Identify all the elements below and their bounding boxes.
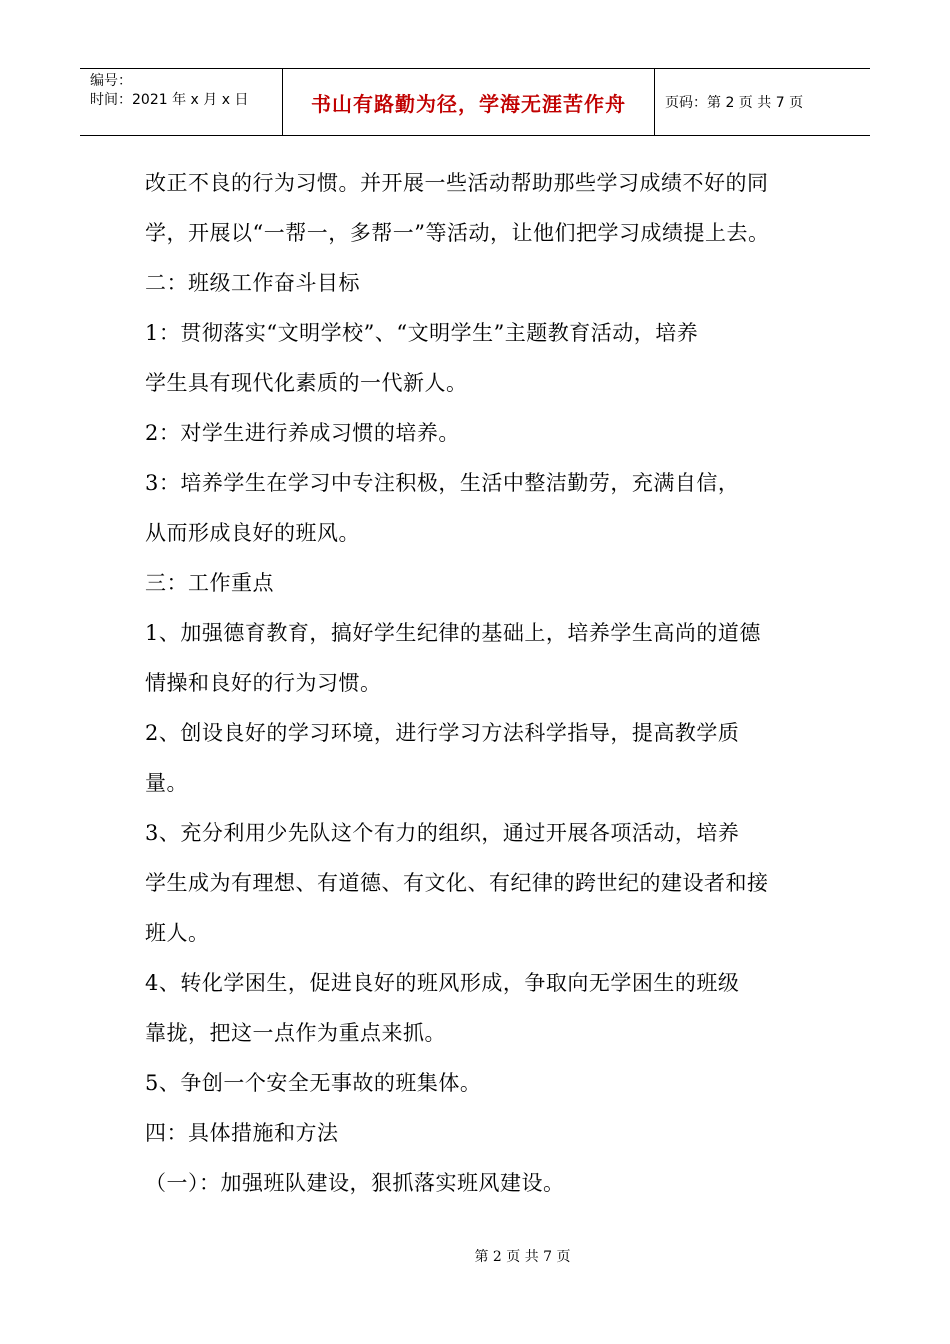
- body-line: 从而形成良好的班风。: [145, 521, 360, 545]
- body-line: 靠拢，把这一点作为重点来抓。: [145, 1021, 446, 1045]
- body-line: 3、充分利用少先队这个有力的组织，通过开展各项活动，培养: [145, 821, 740, 845]
- body-line: 1、加强德育教育，搞好学生纪律的基础上，培养学生高尚的道德: [145, 621, 761, 645]
- body-line: 学生具有现代化素质的一代新人。: [145, 371, 468, 395]
- body-line: 量。: [145, 771, 188, 795]
- body-line: 3：培养学生在学习中专注积极，生活中整洁勤劳，充满自信，: [145, 471, 740, 495]
- body-line: （一）：加强班队建设，狠抓落实班风建设。: [145, 1171, 565, 1195]
- header-page-code: 页码：第 2 页 共 7 页: [665, 95, 804, 111]
- body-line: 情操和良好的行为习惯。: [145, 671, 382, 695]
- document-number-label: 编号：: [90, 73, 132, 89]
- body-line: 学生成为有理想、有道德、有文化、有纪律的跨世纪的建设者和接: [145, 871, 769, 895]
- page-footer: [0, 1246, 950, 1266]
- section-heading: 四：具体措施和方法: [145, 1121, 339, 1145]
- header-motto: 书山有路勤为径，学海无涯苦作舟: [311, 91, 626, 116]
- body-line: 1：贯彻落实“文明学校”、“文明学生”主题教育活动，培养: [145, 321, 699, 345]
- body-line: 4、转化学困生，促进良好的班风形成，争取向无学困生的班级: [145, 971, 740, 995]
- body-line: 2：对学生进行养成习惯的培养。: [145, 421, 460, 445]
- body-line: 改正不良的行为习惯。并开展一些活动帮助那些学习成绩不好的同: [145, 171, 769, 195]
- section-heading: 三：工作重点: [145, 571, 274, 595]
- header-info-cell: [80, 69, 283, 135]
- document-header: [80, 68, 870, 136]
- body-line: 学，开展以“一帮一，多帮一”等活动，让他们把学习成绩提上去。: [145, 221, 770, 245]
- body-line: 班人。: [145, 921, 210, 945]
- document-time-label: 时间：2021 年 x 月 x 日: [90, 92, 249, 108]
- header-motto-cell: [283, 69, 655, 135]
- header-page-cell: [655, 69, 870, 135]
- footer-page-number: 第 2 页 共 7 页: [474, 1249, 571, 1265]
- body-line: 2、创设良好的学习环境，进行学习方法科学指导，提高教学质: [145, 721, 740, 745]
- section-heading: 二：班级工作奋斗目标: [145, 271, 360, 295]
- body-line: 5、争创一个安全无事故的班集体。: [145, 1071, 482, 1095]
